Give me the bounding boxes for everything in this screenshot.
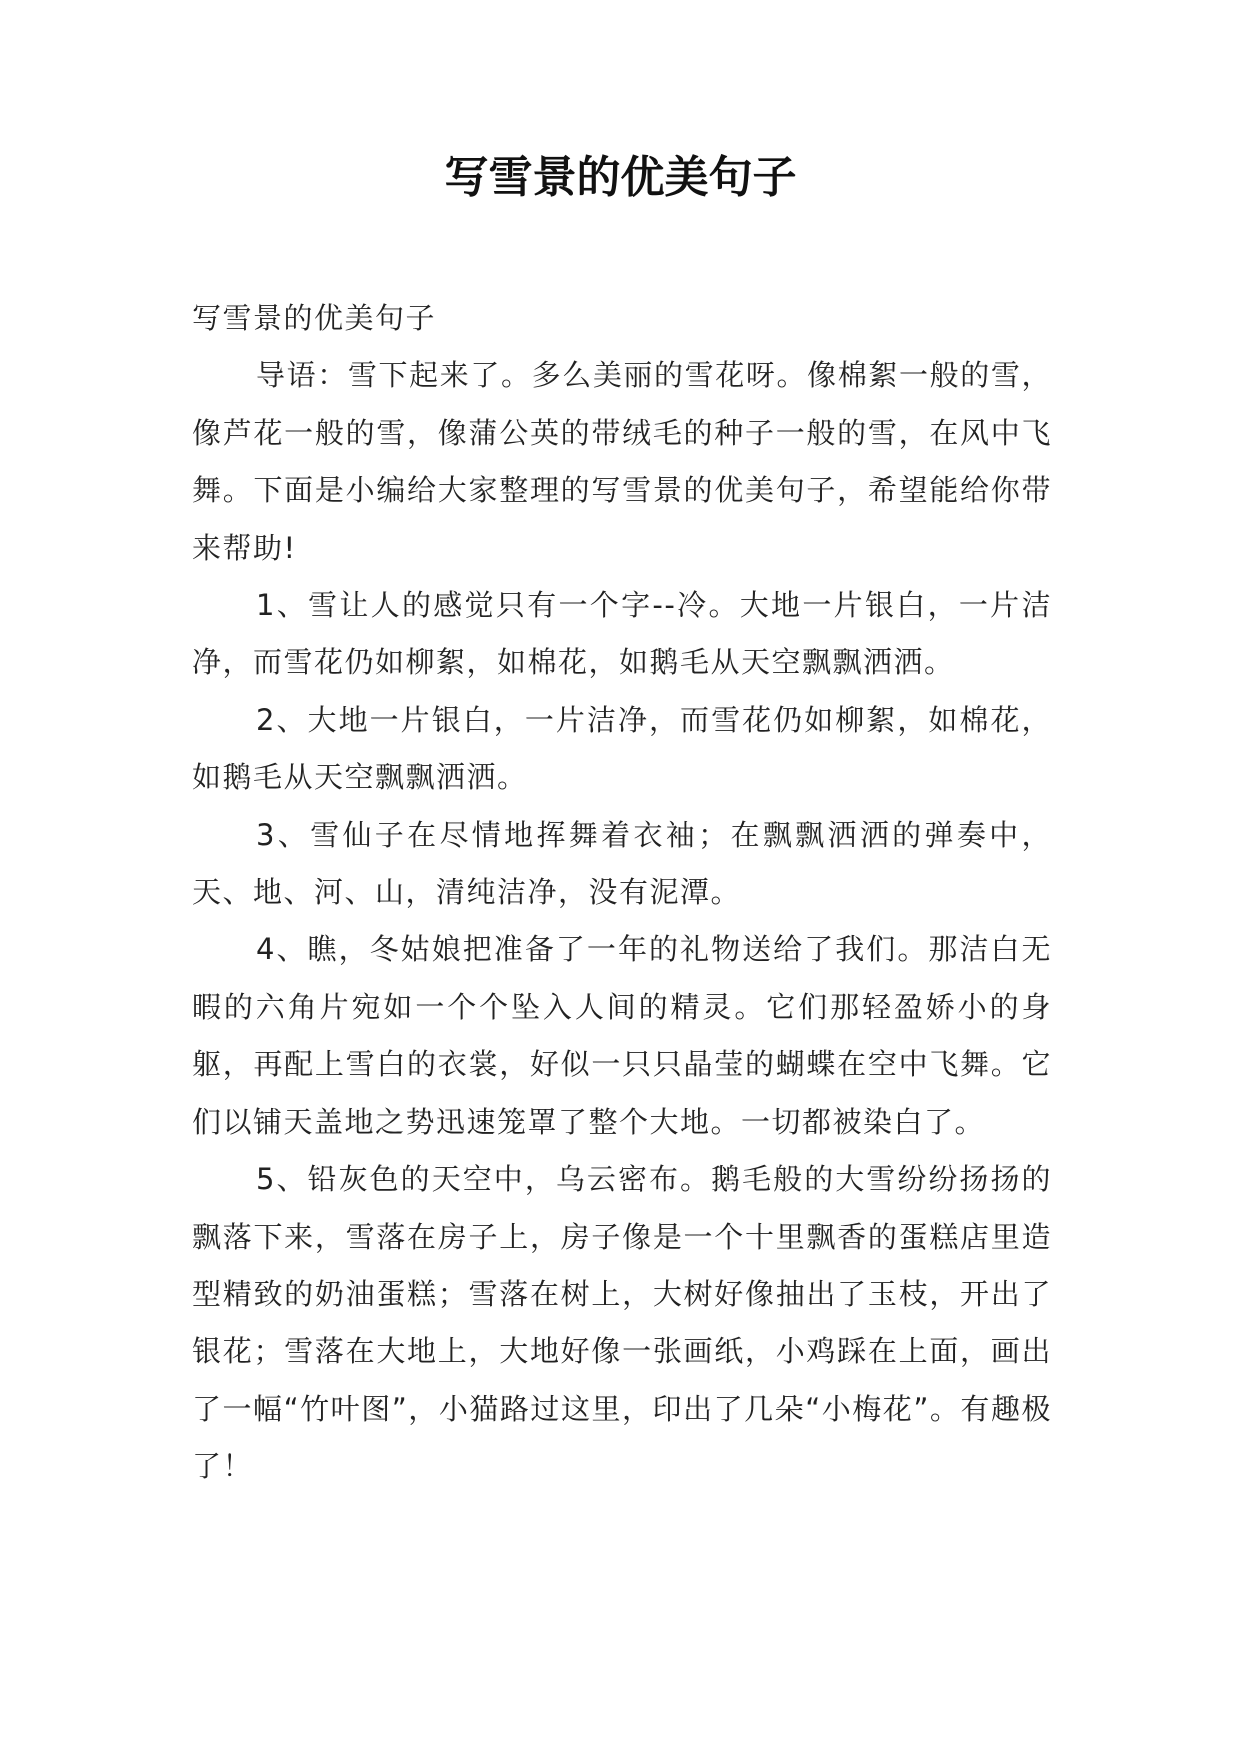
- document-body: [192, 290, 1052, 1496]
- paragraph-3: 3、雪仙子在尽情地挥舞着衣袖；在飘飘洒洒的弹奏中，天、地、河、山，清纯洁净，没有泥潭。: [192, 817, 1052, 910]
- paragraph-1: 1、雪让人的感觉只有一个字--冷。大地一片银白，一片洁净，而雪花仍如柳絮，如棉花，如鹅毛从天空飘飘洒洒。: [192, 588, 1052, 680]
- paragraph-intro: 导语：雪下起来了。多么美丽的雪花呀。像棉絮一般的雪，像芦花一般的雪，像蒲公英的带绒毛的种子一般的雪，在风中飞舞。下面是小编给大家整理的写雪景的优美句子，希望能给你带来帮助!: [192, 358, 1052, 565]
- document-subtitle: 写雪景的优美句子: [192, 301, 437, 335]
- document-title: 写雪景的优美句子: [444, 152, 797, 203]
- paragraph-5: 5、铅灰色的天空中，乌云密布。鹅毛般的大雪纷纷扬扬的飘落下来，雪落在房子上，房子像是一个十里飘香的蛋糕店里造型精致的奶油蛋糕；雪落在树上，大树好像抽出了玉枝，开出了银花；雪落在大地上，大地好像一张画纸，小鸡踩在上面，画出了一幅“竹叶图”，小猫路过这里，印出了几朵“小梅花”。有趣极了！: [192, 1162, 1052, 1484]
- paragraph-4: 4、瞧，冬姑娘把准备了一年的礼物送给了我们。那洁白无暇的六角片宛如一个个坠入人间的精灵。它们那轻盈娇小的身躯，再配上雪白的衣裳，好似一只只晶莹的蝴蝶在空中飞舞。它们以铺天盖地之势迅速笼罩了整个大地。一切都被染白了。: [192, 932, 1052, 1139]
- paragraph-2: 2、大地一片银白，一片洁净，而雪花仍如柳絮，如棉花，如鹅毛从天空飘飘洒洒。: [192, 702, 1052, 795]
